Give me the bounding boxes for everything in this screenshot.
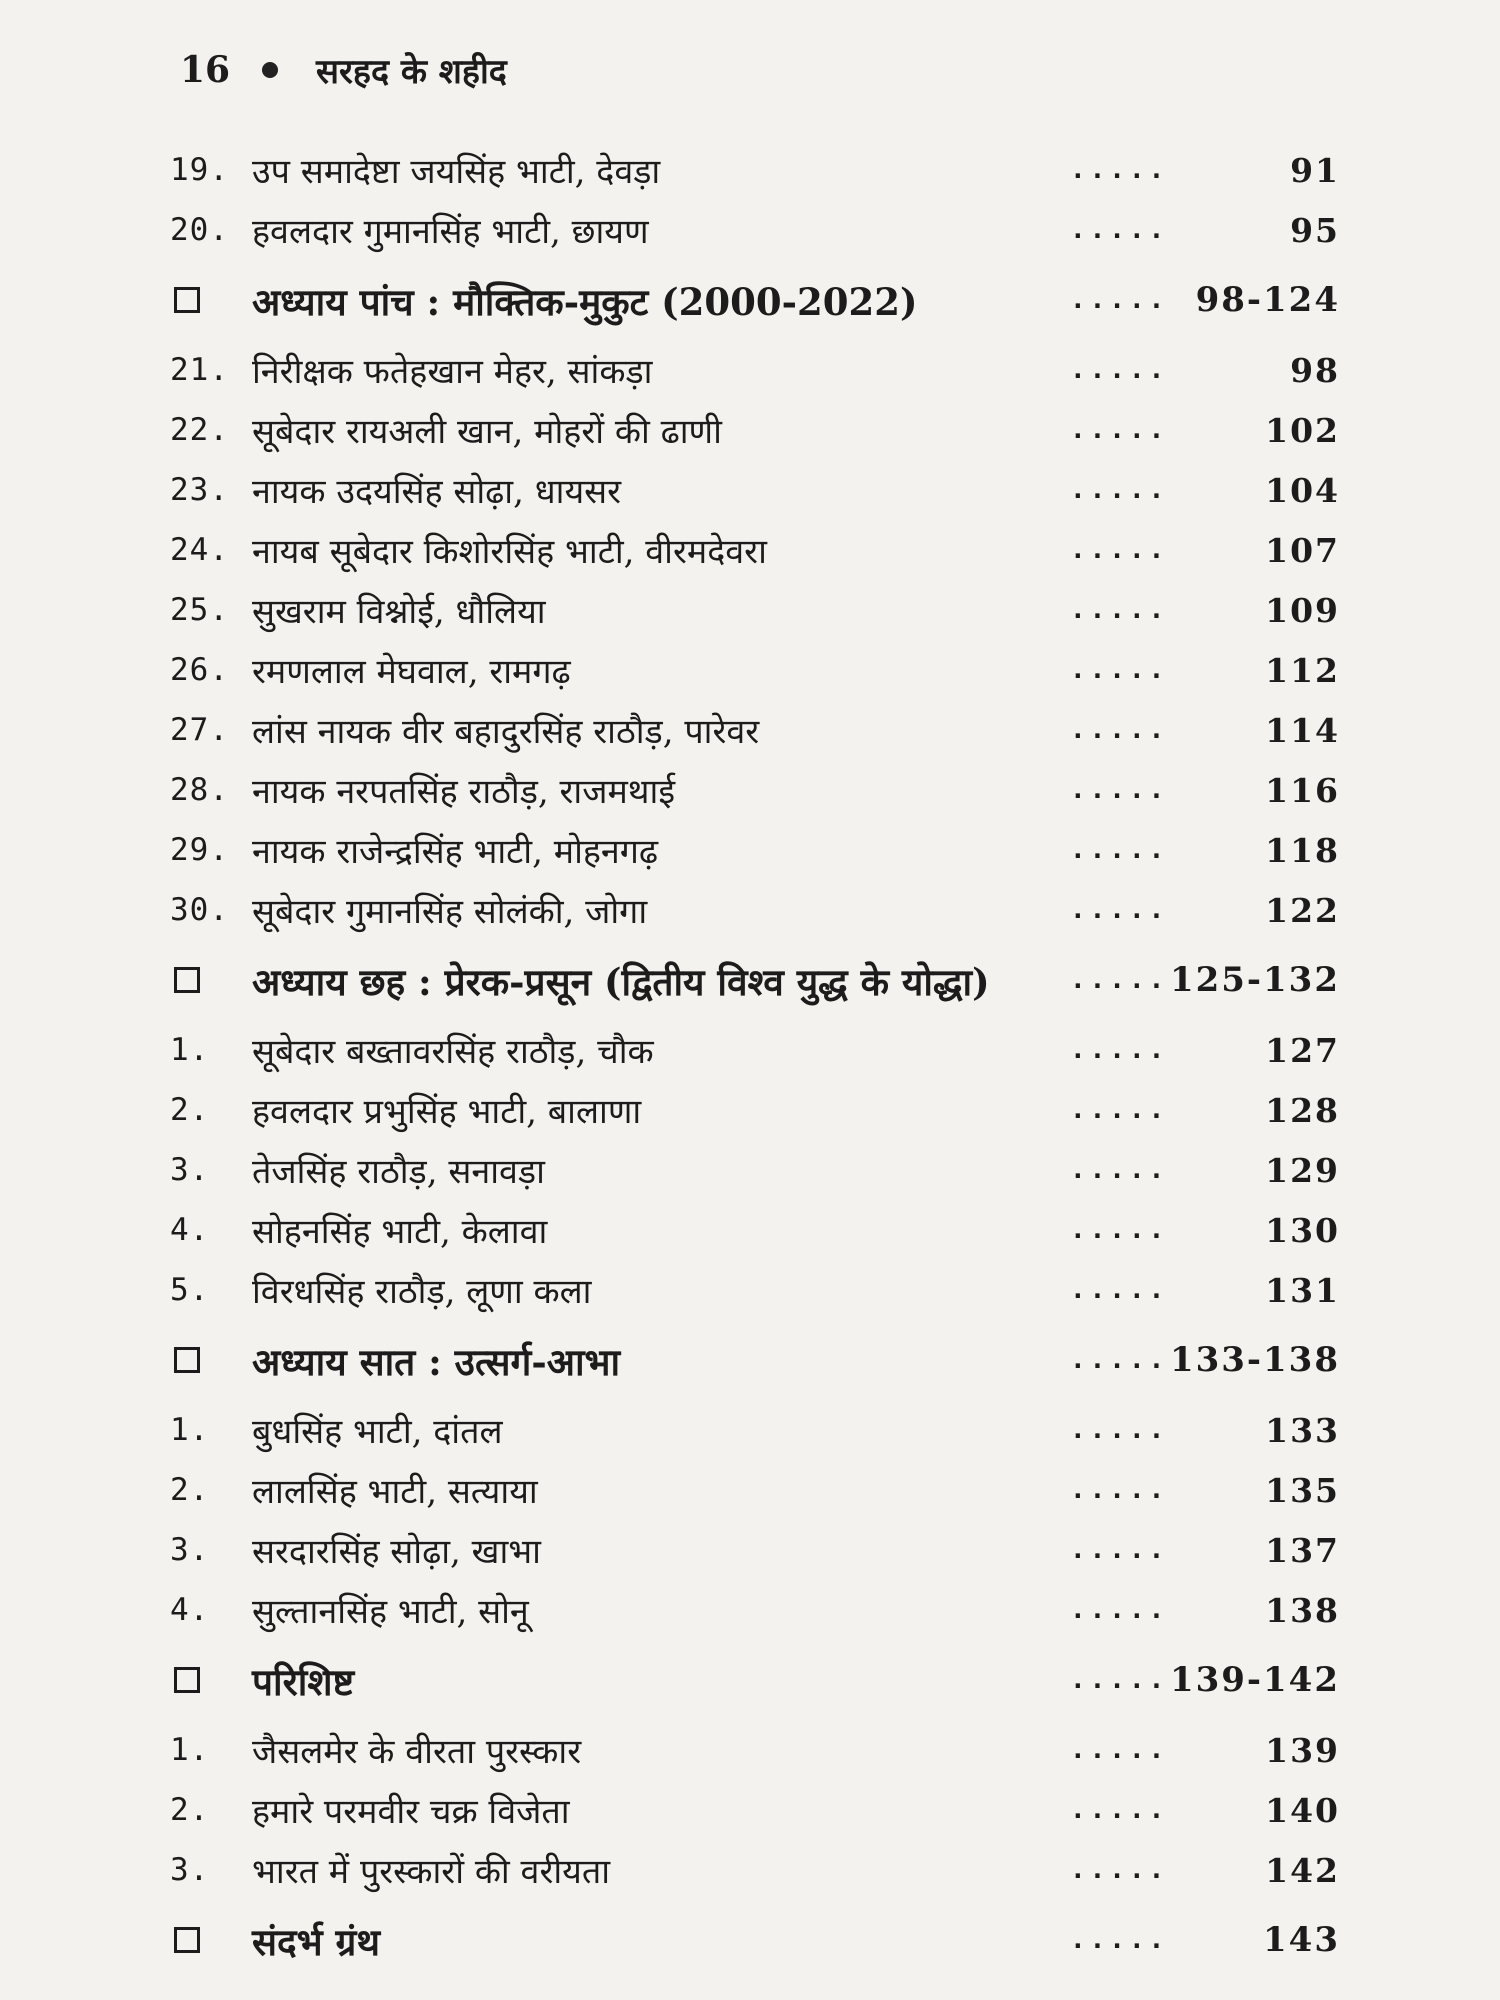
entry-title: निरीक्षक फतेहखान मेहर, सांकड़ा <box>252 352 653 392</box>
leader-dots: ..... <box>1070 1095 1169 1125</box>
toc-section-row <box>170 1640 1350 1720</box>
leader-dots: ..... <box>1070 1155 1169 1185</box>
leader-dots: ..... <box>1070 1855 1169 1885</box>
entry-number: 29. <box>170 832 229 868</box>
entry-number: 3. <box>170 1852 210 1888</box>
leader-dots: ..... <box>1070 715 1169 745</box>
entry-title: नायक उदयसिंह सोढ़ा, धायसर <box>252 472 622 512</box>
leader-dots: ..... <box>1070 155 1169 185</box>
entry-page-number: 91 <box>1290 150 1340 190</box>
entry-page-number: 98 <box>1290 350 1340 390</box>
entry-title: सुखराम विश्नोई, धौलिया <box>252 592 546 632</box>
toc-entry-row <box>170 520 1350 580</box>
toc-entry-row <box>170 1020 1350 1080</box>
toc-entry-row <box>170 340 1350 400</box>
section-title: अध्याय पांच : मौक्तिक-मुकुट (2000-2022) <box>252 279 918 324</box>
entry-number: 1. <box>170 1032 210 1068</box>
leader-dots: ..... <box>1070 1415 1169 1445</box>
leader-dots: ..... <box>1070 285 1169 315</box>
toc-entry-row <box>170 1580 1350 1640</box>
leader-dots: ..... <box>1070 1275 1169 1305</box>
checkbox-square-icon <box>174 967 200 993</box>
leader-dots: ..... <box>1070 1475 1169 1505</box>
entry-title: बुधसिंह भाटी, दांतल <box>252 1412 503 1452</box>
entry-number: 23. <box>170 472 229 508</box>
running-title: सरहद के शहीद <box>316 52 507 92</box>
table-of-contents <box>170 140 1350 1980</box>
entry-page-number: 140 <box>1265 1790 1340 1830</box>
toc-section-row <box>170 260 1350 340</box>
entry-page-number: 118 <box>1265 830 1340 870</box>
entry-title: हवलदार प्रभुसिंह भाटी, बालाणा <box>252 1092 642 1132</box>
entry-title: जैसलमेर के वीरता पुरस्कार <box>252 1732 582 1772</box>
leader-dots: ..... <box>1070 1035 1169 1065</box>
entry-number: 2. <box>170 1792 210 1828</box>
toc-entry-row <box>170 1200 1350 1260</box>
toc-entry-row <box>170 1140 1350 1200</box>
entry-number: 1. <box>170 1732 210 1768</box>
toc-entry-row <box>170 1720 1350 1780</box>
leader-dots: ..... <box>1070 965 1169 995</box>
entry-page-number: 109 <box>1265 590 1340 630</box>
entry-page-number: 128 <box>1265 1090 1340 1130</box>
entry-title: नायब सूबेदार किशोरसिंह भाटी, वीरमदेवरा <box>252 532 767 572</box>
entry-title: भारत में पुरस्कारों की वरीयता <box>252 1852 611 1892</box>
entry-title: लांस नायक वीर बहादुरसिंह राठौड़, पारेवर <box>252 712 760 752</box>
leader-dots: ..... <box>1070 1535 1169 1565</box>
toc-entry-row <box>170 640 1350 700</box>
entry-number: 1. <box>170 1412 210 1448</box>
toc-entry-row <box>170 460 1350 520</box>
header-bullet-icon <box>262 62 278 78</box>
entry-page-number: 114 <box>1265 710 1340 750</box>
entry-page-number: 142 <box>1265 1850 1340 1890</box>
toc-section-row <box>170 1320 1350 1400</box>
leader-dots: ..... <box>1070 415 1169 445</box>
entry-page-number: 107 <box>1265 530 1340 570</box>
entry-title: हमारे परमवीर चक्र विजेता <box>252 1792 570 1832</box>
entry-number: 24. <box>170 532 229 568</box>
toc-entry-row <box>170 880 1350 940</box>
entry-page-number: 130 <box>1265 1210 1340 1250</box>
leader-dots: ..... <box>1070 1345 1169 1375</box>
leader-dots: ..... <box>1070 535 1169 565</box>
leader-dots: ..... <box>1070 1595 1169 1625</box>
entry-page-number: 112 <box>1265 650 1340 690</box>
leader-dots: ..... <box>1070 895 1169 925</box>
toc-entry-row <box>170 1260 1350 1320</box>
entry-page-number: 139-142 <box>1169 1660 1340 1700</box>
entry-page-number: 104 <box>1265 470 1340 510</box>
entry-number: 5. <box>170 1272 210 1308</box>
page-header <box>180 40 507 100</box>
entry-title: सोहनसिंह भाटी, केलावा <box>252 1212 548 1252</box>
leader-dots: ..... <box>1070 655 1169 685</box>
checkbox-square-icon <box>174 287 200 313</box>
entry-page-number: 135 <box>1265 1470 1340 1510</box>
entry-title: नायक राजेन्द्रसिंह भाटी, मोहनगढ़ <box>252 832 659 872</box>
toc-entry-row <box>170 140 1350 200</box>
toc-entry-row <box>170 200 1350 260</box>
entry-title: लालसिंह भाटी, सत्याया <box>252 1472 538 1512</box>
checkbox-square-icon <box>174 1347 200 1373</box>
entry-title: नायक नरपतसिंह राठौड़, राजमथाई <box>252 772 676 812</box>
toc-entry-row <box>170 1520 1350 1580</box>
entry-page-number: 137 <box>1265 1530 1340 1570</box>
toc-entry-row <box>170 1840 1350 1900</box>
entry-page-number: 116 <box>1265 770 1340 810</box>
section-title: परिशिष्ट <box>252 1659 355 1704</box>
entry-number: 2. <box>170 1092 210 1128</box>
entry-title: सूबेदार गुमानसिंह सोलंकी, जोगा <box>252 892 648 932</box>
toc-entry-row <box>170 400 1350 460</box>
leader-dots: ..... <box>1070 775 1169 805</box>
leader-dots: ..... <box>1070 215 1169 245</box>
page-number: 16 <box>180 49 231 91</box>
entry-title: हवलदार गुमानसिंह भाटी, छायण <box>252 212 649 252</box>
leader-dots: ..... <box>1070 355 1169 385</box>
toc-entry-row <box>170 1400 1350 1460</box>
section-title: अध्याय सात : उत्सर्ग-आभा <box>252 1339 621 1384</box>
leader-dots: ..... <box>1070 1665 1169 1695</box>
toc-entry-row <box>170 1780 1350 1840</box>
toc-entry-row <box>170 760 1350 820</box>
checkbox-square-icon <box>174 1667 200 1693</box>
toc-entry-row <box>170 820 1350 880</box>
entry-page-number: 133-138 <box>1169 1340 1340 1380</box>
checkbox-square-icon <box>174 1927 200 1953</box>
entry-page-number: 95 <box>1290 210 1340 250</box>
leader-dots: ..... <box>1070 595 1169 625</box>
entry-title: सूबेदार बख्तावरसिंह राठौड़, चौक <box>252 1032 654 1072</box>
entry-title: रमणलाल मेघवाल, रामगढ़ <box>252 652 571 692</box>
toc-entry-row <box>170 1460 1350 1520</box>
entry-number: 25. <box>170 592 229 628</box>
leader-dots: ..... <box>1070 835 1169 865</box>
entry-number: 22. <box>170 412 229 448</box>
entry-title: सुल्तानसिंह भाटी, सोनू <box>252 1592 529 1632</box>
entry-page-number: 127 <box>1265 1030 1340 1070</box>
entry-number: 27. <box>170 712 229 748</box>
leader-dots: ..... <box>1070 475 1169 505</box>
entry-title: सरदारसिंह सोढ़ा, खाभा <box>252 1532 541 1572</box>
entry-title: उप समादेष्टा जयसिंह भाटी, देवड़ा <box>252 152 661 192</box>
entry-number: 3. <box>170 1532 210 1568</box>
section-title: संदर्भ ग्रंथ <box>252 1919 381 1964</box>
toc-section-row <box>170 1900 1350 1980</box>
toc-section-row <box>170 940 1350 1020</box>
toc-entry-row <box>170 580 1350 640</box>
entry-number: 28. <box>170 772 229 808</box>
leader-dots: ..... <box>1070 1925 1169 1955</box>
entry-title: तेजसिंह राठौड़, सनावड़ा <box>252 1152 545 1192</box>
entry-number: 26. <box>170 652 229 688</box>
entry-number: 4. <box>170 1212 210 1248</box>
entry-page-number: 138 <box>1265 1590 1340 1630</box>
entry-page-number: 131 <box>1265 1270 1340 1310</box>
entry-page-number: 122 <box>1265 890 1340 930</box>
entry-page-number: 129 <box>1265 1150 1340 1190</box>
entry-page-number: 133 <box>1265 1410 1340 1450</box>
entry-number: 20. <box>170 212 229 248</box>
entry-page-number: 125-132 <box>1169 960 1340 1000</box>
leader-dots: ..... <box>1070 1735 1169 1765</box>
entry-number: 3. <box>170 1152 210 1188</box>
entry-page-number: 102 <box>1265 410 1340 450</box>
entry-number: 4. <box>170 1592 210 1628</box>
leader-dots: ..... <box>1070 1215 1169 1245</box>
entry-number: 2. <box>170 1472 210 1508</box>
entry-number: 30. <box>170 892 229 928</box>
entry-number: 21. <box>170 352 229 388</box>
section-title: अध्याय छह : प्रेरक-प्रसून (द्वितीय विश्व युद्ध के योद्धा) <box>252 959 990 1004</box>
toc-entry-row <box>170 1080 1350 1140</box>
toc-entry-row <box>170 700 1350 760</box>
entry-page-number: 143 <box>1263 1920 1340 1960</box>
entry-page-number: 139 <box>1265 1730 1340 1770</box>
entry-title: विरधसिंह राठौड़, लूणा कला <box>252 1272 592 1312</box>
entry-number: 19. <box>170 152 229 188</box>
leader-dots: ..... <box>1070 1795 1169 1825</box>
entry-title: सूबेदार रायअली खान, मोहरों की ढाणी <box>252 412 722 452</box>
entry-page-number: 98-124 <box>1195 280 1340 320</box>
